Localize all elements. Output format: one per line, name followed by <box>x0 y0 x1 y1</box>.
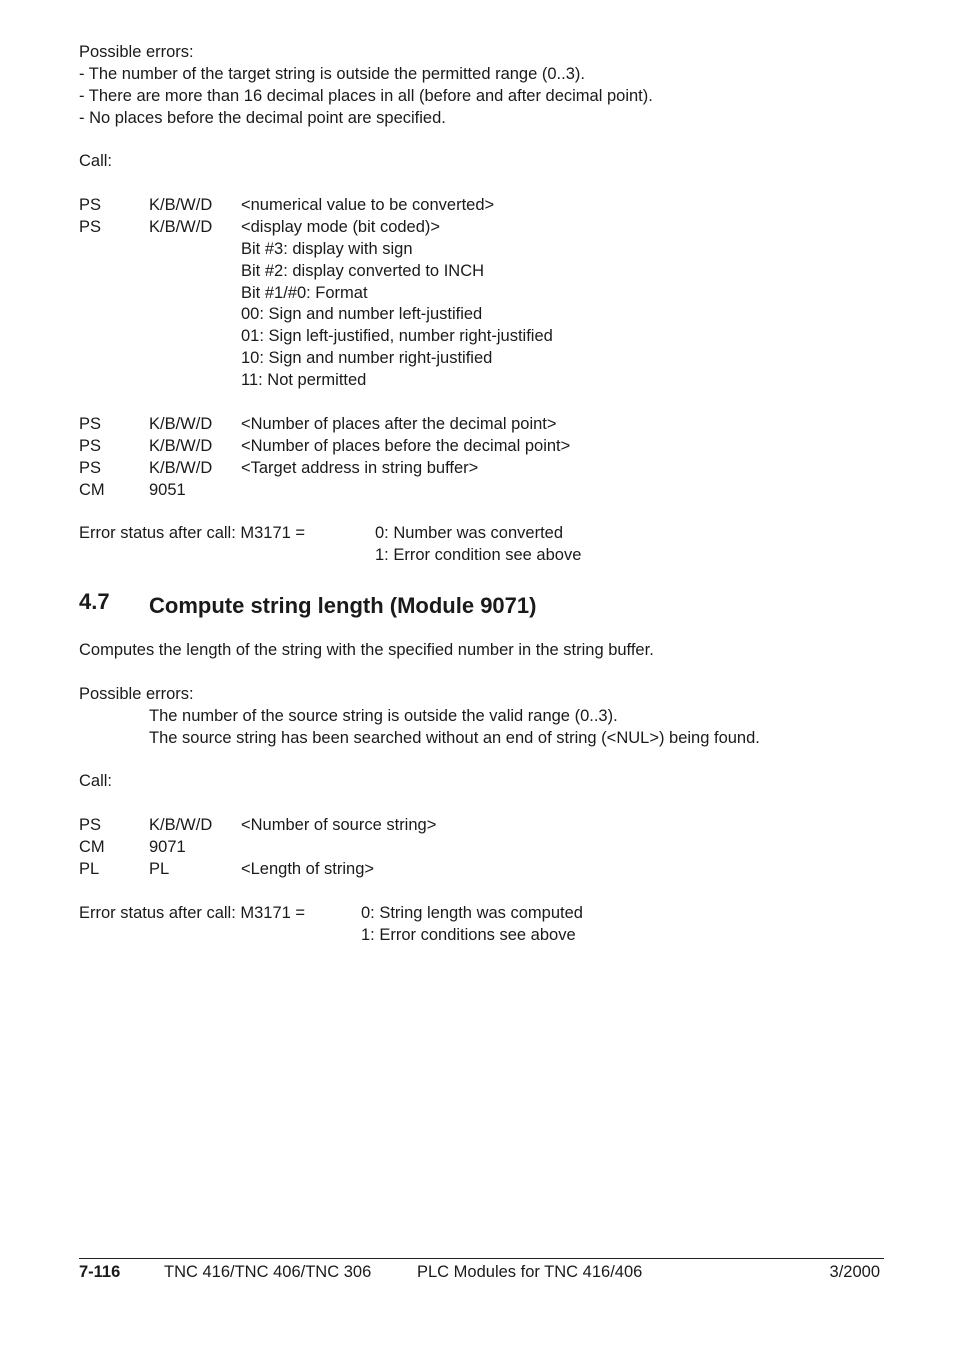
errors-title: Possible errors: <box>79 685 194 703</box>
footer-manual: PLC Modules for TNC 416/406 <box>417 1263 643 1281</box>
call-op: PS <box>79 218 102 236</box>
call-desc: <Number of source string> <box>241 816 437 834</box>
call-arg: K/B/W/D <box>149 459 213 477</box>
call-op: PS <box>79 816 102 834</box>
footer-rule <box>79 1258 884 1259</box>
mode-line: Bit #3: display with sign <box>241 240 413 258</box>
call-desc: <Number of places before the decimal point> <box>241 437 571 455</box>
section-title: Compute string length (Module 9071) <box>149 593 537 618</box>
footer-date: 3/2000 <box>829 1263 880 1281</box>
status-value: 1: Error condition see above <box>375 546 582 564</box>
section-number: 4.7 <box>79 589 110 614</box>
status-value: 1: Error conditions see above <box>361 926 576 944</box>
call-op: CM <box>79 481 105 499</box>
call-arg: K/B/W/D <box>149 816 213 834</box>
mode-line: 11: Not permitted <box>241 371 367 389</box>
call-op: PS <box>79 196 102 214</box>
call-label: Call: <box>79 152 113 170</box>
mode-line: Bit #2: display converted to INCH <box>241 262 485 280</box>
errors-title: Possible errors: <box>79 43 194 61</box>
error-line: The number of the source string is outside the valid range (0..3). <box>149 707 618 725</box>
call-arg: K/B/W/D <box>149 415 213 433</box>
status-value: 0: Number was converted <box>375 524 564 542</box>
error-line: - There are more than 16 decimal places in all (before and after decimal point). <box>79 87 653 105</box>
error-line: - The number of the target string is outside the permitted range (0..3). <box>79 65 585 83</box>
mode-line: Bit #1/#0: Format <box>241 284 368 302</box>
call-op: CM <box>79 838 105 856</box>
call-desc: <Target address in string buffer> <box>241 459 479 477</box>
call-op: PS <box>79 415 102 433</box>
footer-models: TNC 416/TNC 406/TNC 306 <box>164 1263 372 1281</box>
section-intro: Computes the length of the string with the specified number in the string buffer. <box>79 641 654 659</box>
call-arg: 9051 <box>149 481 186 499</box>
call-desc: <Length of string> <box>241 860 375 878</box>
status-label: Error status after call: M3171 = <box>79 904 306 922</box>
call-desc: <numerical value to be converted> <box>241 196 495 214</box>
mode-line: 00: Sign and number left-justified <box>241 305 483 323</box>
call-label: Call: <box>79 772 113 790</box>
call-op: PL <box>79 860 100 878</box>
mode-line: 10: Sign and number right-justified <box>241 349 493 367</box>
call-arg: PL <box>149 860 170 878</box>
mode-line: 01: Sign left-justified, number right-justified <box>241 327 553 345</box>
call-arg: K/B/W/D <box>149 218 213 236</box>
call-arg: K/B/W/D <box>149 437 213 455</box>
status-value: 0: String length was computed <box>361 904 583 922</box>
call-arg: K/B/W/D <box>149 196 213 214</box>
page-number: 7-116 <box>79 1263 121 1281</box>
error-line: - No places before the decimal point are specified. <box>79 109 446 127</box>
call-op: PS <box>79 459 102 477</box>
call-desc: <display mode (bit coded)> <box>241 218 441 236</box>
call-op: PS <box>79 437 102 455</box>
call-desc: <Number of places after the decimal point> <box>241 415 557 433</box>
call-arg: 9071 <box>149 838 186 856</box>
status-label: Error status after call: M3171 = <box>79 524 306 542</box>
error-line: The source string has been searched without an end of string (<NUL>) being found. <box>149 729 760 747</box>
